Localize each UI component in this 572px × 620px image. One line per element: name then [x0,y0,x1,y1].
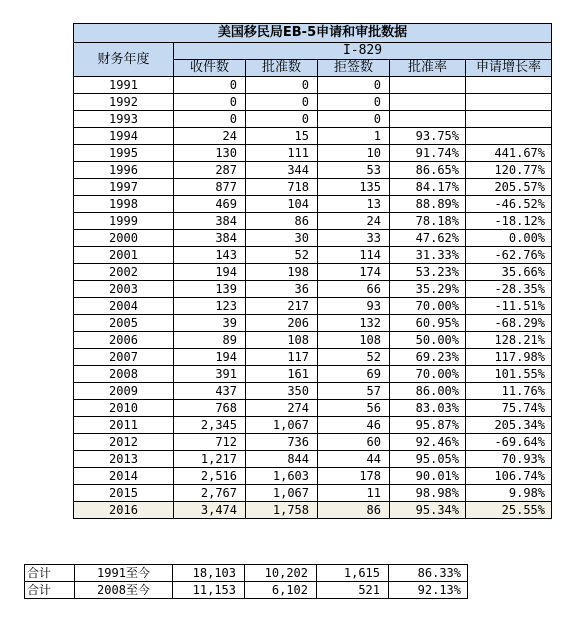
received-cell: 39 [174,315,246,332]
growth-cell: 441.67% [466,145,552,162]
rate-cell [390,77,466,94]
denied-cell: 132 [318,315,390,332]
denied-cell: 11 [318,485,390,502]
rate-cell: 50.00% [390,332,466,349]
summary-row [25,582,468,599]
rate-cell: 95.05% [390,451,466,468]
summary-row [25,565,468,582]
rate-cell: 60.95% [390,315,466,332]
year-cell: 2012 [74,434,174,451]
table-row [74,145,552,162]
table-row [74,383,552,400]
year-cell: 2009 [74,383,174,400]
table-row [74,281,552,298]
denied-cell: 13 [318,196,390,213]
rate-cell: 69.23% [390,349,466,366]
summary-table [24,564,468,599]
denied-cell: 66 [318,281,390,298]
summary-rate-cell: 92.13% [389,582,468,599]
table-row [74,128,552,145]
approved-cell: 36 [246,281,318,298]
received-cell: 2,767 [174,485,246,502]
eb5-data-table [73,23,552,519]
rate-cell: 88.89% [390,196,466,213]
table-row [74,179,552,196]
received-cell: 24 [174,128,246,145]
table-row [74,502,552,519]
rate-cell [390,94,466,111]
year-cell: 2007 [74,349,174,366]
fiscal-year-header: 财务年度 [74,43,174,77]
approved-cell: 104 [246,196,318,213]
growth-cell [466,111,552,128]
rate-cell: 95.87% [390,417,466,434]
table-row [74,332,552,349]
rate-cell: 83.03% [390,400,466,417]
summary-range-cell: 1991至今 [75,565,173,582]
denied-cell: 0 [318,94,390,111]
received-cell: 143 [174,247,246,264]
growth-cell: 11.76% [466,383,552,400]
col-approved-header: 批准数 [246,60,318,77]
year-cell: 2000 [74,230,174,247]
denied-cell: 57 [318,383,390,400]
growth-cell: -68.29% [466,315,552,332]
denied-cell: 44 [318,451,390,468]
approved-cell: 52 [246,247,318,264]
denied-cell: 1 [318,128,390,145]
col-rate-header: 批准率 [390,60,466,77]
growth-cell: -69.64% [466,434,552,451]
header-row-1 [74,43,552,60]
summary-received-cell: 11,153 [173,582,245,599]
title-row [74,24,552,43]
col-growth-header: 申请增长率 [466,60,552,77]
table-row [74,111,552,128]
growth-cell: -28.35% [466,281,552,298]
year-cell: 2015 [74,485,174,502]
denied-cell: 108 [318,332,390,349]
rate-cell: 70.00% [390,366,466,383]
denied-cell: 93 [318,298,390,315]
approved-cell: 274 [246,400,318,417]
approved-cell: 0 [246,77,318,94]
year-cell: 1996 [74,162,174,179]
received-cell: 194 [174,349,246,366]
received-cell: 3,474 [174,502,246,519]
year-cell: 1999 [74,213,174,230]
growth-cell: 35.66% [466,264,552,281]
rate-cell: 91.74% [390,145,466,162]
approved-cell: 206 [246,315,318,332]
year-cell: 1995 [74,145,174,162]
rate-cell: 86.00% [390,383,466,400]
received-cell: 0 [174,111,246,128]
denied-cell: 135 [318,179,390,196]
approved-cell: 117 [246,349,318,366]
received-cell: 0 [174,77,246,94]
approved-cell: 1,067 [246,417,318,434]
table-row [74,230,552,247]
table-row [74,485,552,502]
approved-cell: 86 [246,213,318,230]
growth-cell: 205.34% [466,417,552,434]
denied-cell: 10 [318,145,390,162]
received-cell: 712 [174,434,246,451]
rate-cell: 53.23% [390,264,466,281]
table-row [74,417,552,434]
year-cell: 2004 [74,298,174,315]
year-cell: 2010 [74,400,174,417]
year-cell: 2014 [74,468,174,485]
denied-cell: 24 [318,213,390,230]
growth-cell: 25.55% [466,502,552,519]
growth-cell [466,128,552,145]
approved-cell: 30 [246,230,318,247]
summary-denied-cell: 1,615 [317,565,389,582]
denied-cell: 86 [318,502,390,519]
denied-cell: 69 [318,366,390,383]
approved-cell: 1,067 [246,485,318,502]
table-row [74,298,552,315]
approved-cell: 15 [246,128,318,145]
table-row [74,434,552,451]
table-row [74,196,552,213]
denied-cell: 0 [318,111,390,128]
approved-cell: 217 [246,298,318,315]
table-row [74,468,552,485]
growth-cell: 75.74% [466,400,552,417]
rate-cell: 78.18% [390,213,466,230]
received-cell: 768 [174,400,246,417]
year-cell: 1993 [74,111,174,128]
summary-approved-cell: 10,202 [245,565,317,582]
year-cell: 1997 [74,179,174,196]
received-cell: 139 [174,281,246,298]
received-cell: 384 [174,213,246,230]
approved-cell: 0 [246,94,318,111]
rate-cell [390,111,466,128]
received-cell: 194 [174,264,246,281]
denied-cell: 33 [318,230,390,247]
growth-cell: 128.21% [466,332,552,349]
growth-cell: 120.77% [466,162,552,179]
col-received-header: 收件数 [174,60,246,77]
growth-cell [466,77,552,94]
received-cell: 89 [174,332,246,349]
growth-cell: -62.76% [466,247,552,264]
denied-cell: 52 [318,349,390,366]
table-row [74,349,552,366]
growth-cell: 101.55% [466,366,552,383]
growth-cell: -18.12% [466,213,552,230]
approved-cell: 844 [246,451,318,468]
approved-cell: 718 [246,179,318,196]
summary-label-cell: 合计 [25,565,75,582]
rate-cell: 47.62% [390,230,466,247]
summary-approved-cell: 6,102 [245,582,317,599]
form-header: I-829 [174,43,552,60]
table-row [74,315,552,332]
growth-cell: 0.00% [466,230,552,247]
approved-cell: 0 [246,111,318,128]
summary-range-cell: 2008至今 [75,582,173,599]
growth-cell: 117.98% [466,349,552,366]
denied-cell: 60 [318,434,390,451]
year-cell: 1991 [74,77,174,94]
denied-cell: 174 [318,264,390,281]
received-cell: 437 [174,383,246,400]
approved-cell: 1,603 [246,468,318,485]
received-cell: 287 [174,162,246,179]
approved-cell: 111 [246,145,318,162]
received-cell: 123 [174,298,246,315]
received-cell: 2,345 [174,417,246,434]
table-row [74,94,552,111]
denied-cell: 114 [318,247,390,264]
summary-denied-cell: 521 [317,582,389,599]
rate-cell: 90.01% [390,468,466,485]
year-cell: 2011 [74,417,174,434]
denied-cell: 178 [318,468,390,485]
received-cell: 469 [174,196,246,213]
col-denied-header: 拒签数 [318,60,390,77]
rate-cell: 93.75% [390,128,466,145]
rate-cell: 35.29% [390,281,466,298]
denied-cell: 53 [318,162,390,179]
approved-cell: 198 [246,264,318,281]
table-row [74,162,552,179]
year-cell: 2003 [74,281,174,298]
growth-cell: 205.57% [466,179,552,196]
received-cell: 384 [174,230,246,247]
table-row [74,247,552,264]
growth-cell: 106.74% [466,468,552,485]
table-row [74,400,552,417]
table-row [74,451,552,468]
denied-cell: 56 [318,400,390,417]
rate-cell: 92.46% [390,434,466,451]
approved-cell: 108 [246,332,318,349]
approved-cell: 350 [246,383,318,400]
received-cell: 877 [174,179,246,196]
summary-rate-cell: 86.33% [389,565,468,582]
rate-cell: 86.65% [390,162,466,179]
approved-cell: 736 [246,434,318,451]
summary-received-cell: 18,103 [173,565,245,582]
approved-cell: 1,758 [246,502,318,519]
received-cell: 0 [174,94,246,111]
year-cell: 2013 [74,451,174,468]
growth-cell [466,94,552,111]
table-title: 美国移民局EB-5申请和审批数据 [74,24,552,43]
year-cell: 2006 [74,332,174,349]
year-cell: 1992 [74,94,174,111]
year-cell: 2008 [74,366,174,383]
year-cell: 2002 [74,264,174,281]
summary-label-cell: 合计 [25,582,75,599]
denied-cell: 0 [318,77,390,94]
growth-cell: -46.52% [466,196,552,213]
rate-cell: 95.34% [390,502,466,519]
growth-cell: 9.98% [466,485,552,502]
rate-cell: 31.33% [390,247,466,264]
growth-cell: 70.93% [466,451,552,468]
rate-cell: 98.98% [390,485,466,502]
growth-cell: -11.51% [466,298,552,315]
table-row [74,213,552,230]
received-cell: 130 [174,145,246,162]
denied-cell: 46 [318,417,390,434]
rate-cell: 84.17% [390,179,466,196]
received-cell: 2,516 [174,468,246,485]
year-cell: 1998 [74,196,174,213]
table-row [74,264,552,281]
year-cell: 1994 [74,128,174,145]
received-cell: 391 [174,366,246,383]
year-cell: 2001 [74,247,174,264]
year-cell: 2016 [74,502,174,519]
table-row [74,77,552,94]
rate-cell: 70.00% [390,298,466,315]
year-cell: 2005 [74,315,174,332]
received-cell: 1,217 [174,451,246,468]
approved-cell: 344 [246,162,318,179]
approved-cell: 161 [246,366,318,383]
table-row [74,366,552,383]
